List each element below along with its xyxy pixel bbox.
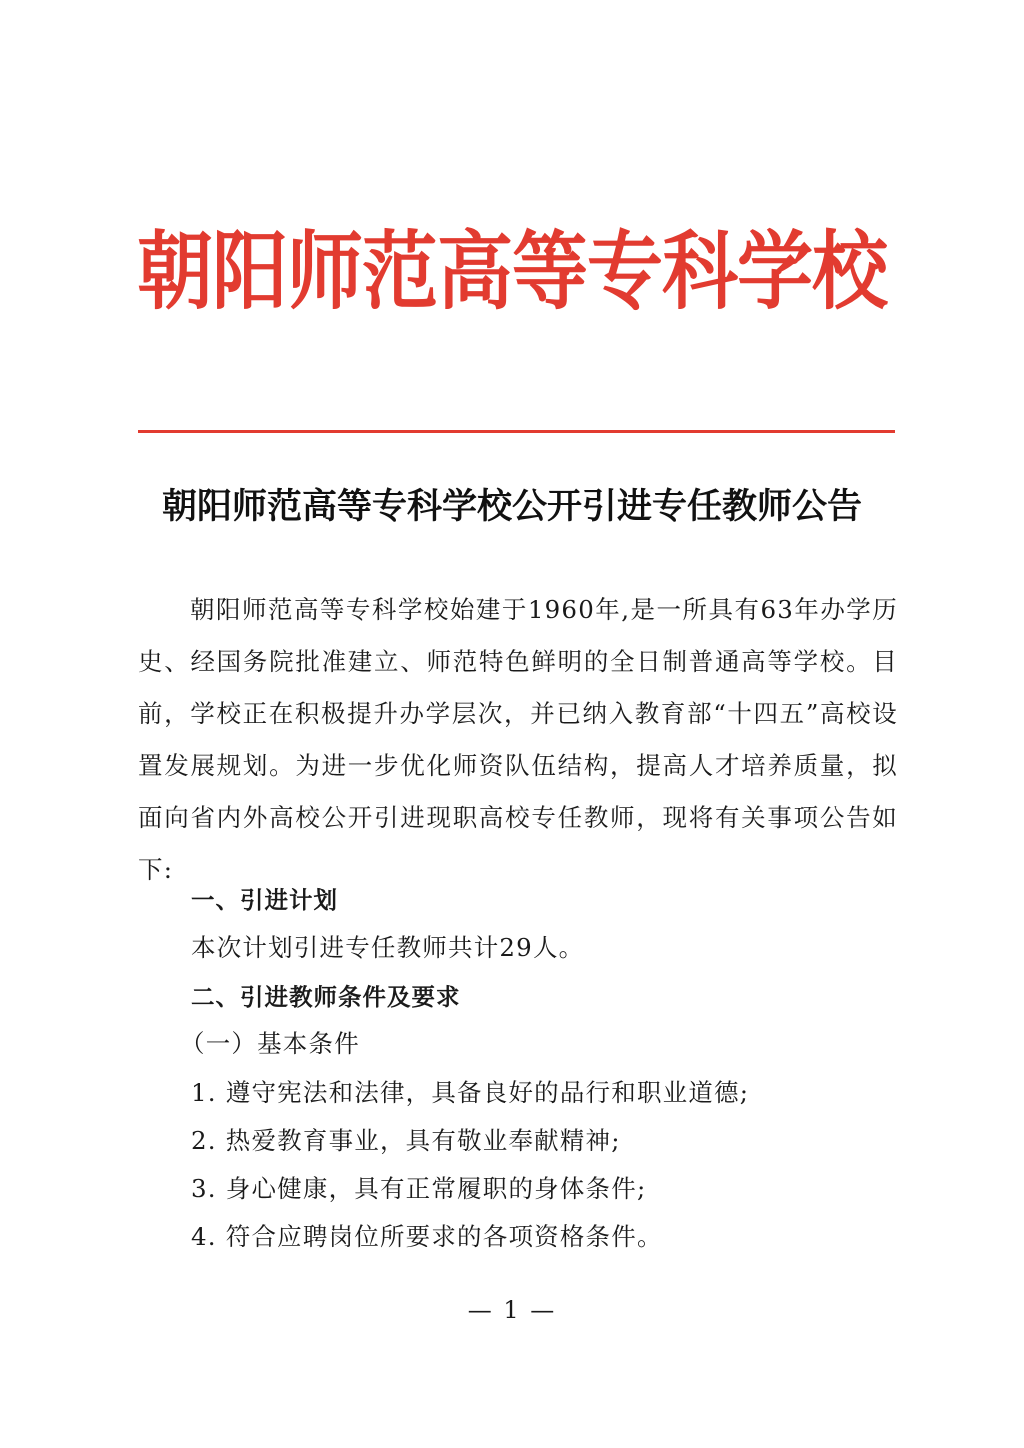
masthead: 朝阳师范高等专科学校 [137, 221, 887, 322]
plan-text: 本次计划引进专任教师共计29人。 [191, 933, 585, 962]
list-item: 4. 符合应聘岗位所要求的各项资格条件。 [191, 1222, 663, 1251]
list-item: 1. 遵守宪法和法律，具备良好的品行和职业道德; [191, 1078, 750, 1107]
intro-paragraph: 朝阳师范高等专科学校始建于1960年,是一所具有63年办学历史、经国务院批准建立、师范特色鲜明的全日制普通高等学校。目前，学校正在积极提升办学层次，并已纳入教育部“十四五”高校设置发展规划。为进一步优化师资队伍结构，提高人才培养质量，拟面向省内外高校公开引进现职高校专任教师，现将有关事项公告如下: [138, 595, 898, 884]
section-heading-requirements: 二、引进教师条件及要求 [191, 983, 461, 1011]
page-number: — 1 — [467, 1296, 557, 1324]
header-divider [138, 430, 895, 433]
list-item: 3. 身心健康，具有正常履职的身体条件; [191, 1174, 647, 1203]
list-item: 2. 热爱教育事业，具有敬业奉献精神; [191, 1126, 621, 1155]
section-heading-plan: 一、引进计划 [191, 886, 338, 914]
subsection-heading-basic: （一）基本条件 [180, 1029, 360, 1058]
document-title: 朝阳师范高等专科学校公开引进专任教师公告 [161, 486, 862, 527]
